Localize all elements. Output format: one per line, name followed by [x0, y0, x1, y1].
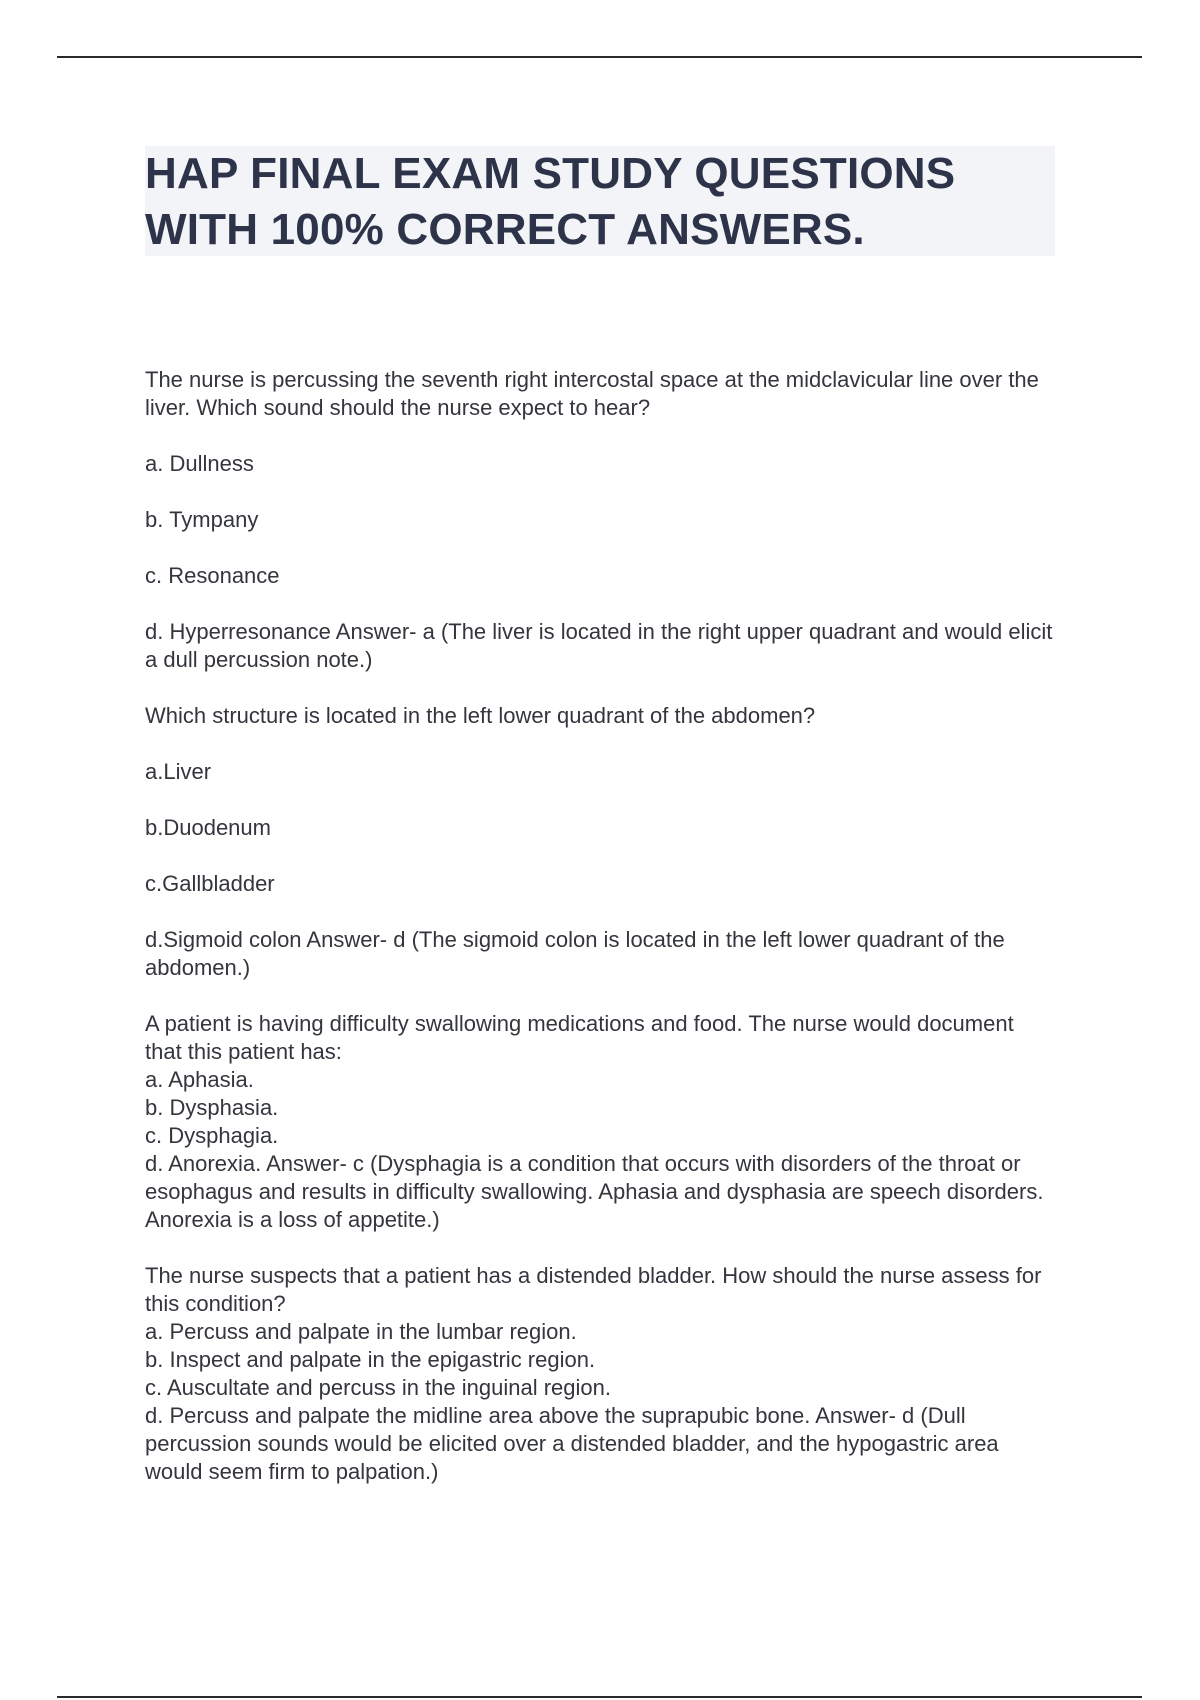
- question-option: a. Percuss and palpate in the lumbar region.: [145, 1319, 577, 1344]
- question-stem: Which structure is located in the left lower quadrant of the abdomen?: [145, 703, 816, 728]
- question-option: c. Resonance: [145, 563, 280, 588]
- question-option: b. Inspect and palpate in the epigastric region.: [145, 1347, 596, 1372]
- question-answer: d.Sigmoid colon Answer- d (The sigmoid colon is located in the left lower quadrant of the abdomen.): [145, 927, 1005, 980]
- question-answer: d. Percuss and palpate the midline area above the suprapubic bone. Answer- d (Dull percussion sounds would be elicited over a distended bladder, and the hypogastric area would seem firm to palpation.): [145, 1403, 999, 1484]
- question-option: a. Dullness: [145, 451, 254, 476]
- document-body: [145, 146, 1055, 1486]
- question-option: c. Dysphagia.: [145, 1123, 279, 1148]
- top-rule: [57, 56, 1142, 58]
- document-title: HAP FINAL EXAM STUDY QUESTIONS WITH 100% CORRECT ANSWERS.: [145, 149, 956, 254]
- question-option: b. Dysphasia.: [145, 1095, 279, 1120]
- question-stem: The nurse suspects that a patient has a distended bladder. How should the nurse assess for this condition?: [145, 1263, 1042, 1316]
- question-option: b. Tympany: [145, 507, 259, 532]
- bottom-rule: [57, 1696, 1142, 1698]
- question-2: [145, 702, 1055, 982]
- question-3: [145, 1010, 1055, 1234]
- question-option: c. Auscultate and percuss in the inguinal region.: [145, 1375, 611, 1400]
- question-answer: d. Hyperresonance Answer- a (The liver is located in the right upper quadrant and would elicit a dull percussion note.): [145, 619, 1053, 672]
- question-option: b.Duodenum: [145, 815, 271, 840]
- title-block: [145, 146, 1055, 256]
- question-stem: The nurse is percussing the seventh right intercostal space at the midclavicular line over the liver. Which sound should the nurse expect to hear?: [145, 367, 1039, 420]
- question-1: [145, 366, 1055, 674]
- question-answer: d. Anorexia. Answer- c (Dysphagia is a condition that occurs with disorders of the throat or esophagus and results in difficulty swallowing. Aphasia and dysphasia are speech disorders. Anorexia is a loss of appetite.): [145, 1151, 1044, 1232]
- question-option: a. Aphasia.: [145, 1067, 254, 1092]
- question-option: c.Gallbladder: [145, 871, 275, 896]
- question-4: [145, 1262, 1055, 1486]
- question-option: a.Liver: [145, 759, 212, 784]
- question-stem: A patient is having difficulty swallowing medications and food. The nurse would document that this patient has:: [145, 1011, 1014, 1064]
